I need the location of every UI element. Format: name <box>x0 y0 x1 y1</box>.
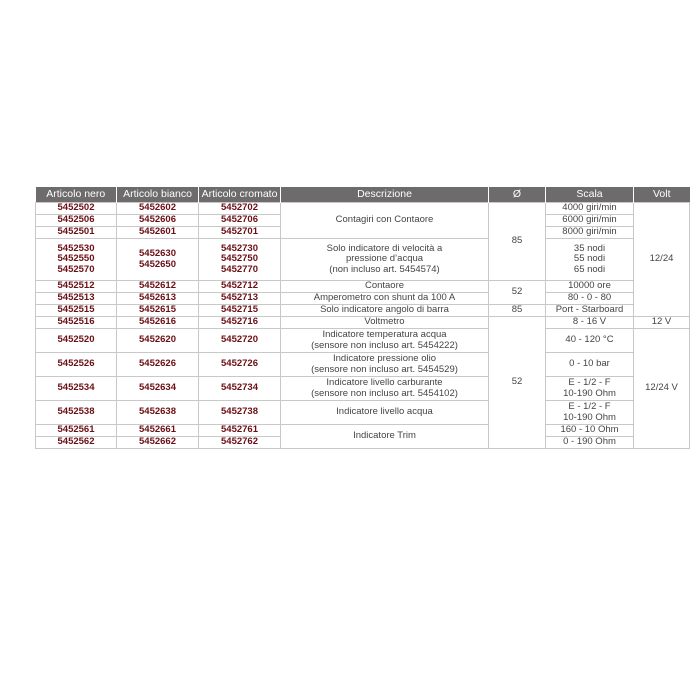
header-scala: Scala <box>546 187 634 203</box>
articolo-bianco-cell <box>117 353 199 377</box>
articolo-nero-cell <box>36 437 117 449</box>
descrizione-cell <box>281 317 489 329</box>
descrizione-cell <box>281 305 489 317</box>
cell-line: 5452620 <box>139 334 176 346</box>
articolo-cromato-cell <box>199 377 281 401</box>
cell-line: 5452630 <box>139 248 176 259</box>
diametro-cell: 85 <box>489 305 546 317</box>
articolo-nero-cell <box>36 305 117 317</box>
scala-cell <box>546 281 634 293</box>
diametro-cell: 52 <box>489 281 546 305</box>
articolo-bianco-cell <box>117 329 199 353</box>
articolo-cromato-cell <box>199 293 281 305</box>
cell-line: 5452550 <box>57 253 95 265</box>
product-table <box>35 187 690 449</box>
cell-line: Solo indicatore angolo di barra <box>320 304 449 316</box>
articolo-cromato-cell <box>199 203 281 215</box>
cell-line: 5452720 <box>221 334 258 346</box>
cell-line: Indicatore Trim <box>353 430 416 442</box>
articolo-cromato-cell <box>199 305 281 317</box>
header-articolo-cromato: Articolo cromato <box>199 187 281 203</box>
cell-line: 5452712 <box>221 280 258 292</box>
articolo-bianco-cell <box>117 227 199 239</box>
articolo-cromato-cell <box>199 317 281 329</box>
cell-line: pressione d’acqua <box>345 253 424 265</box>
cell-line: 6000 giri/min <box>562 214 617 226</box>
cell-line: 5452706 <box>221 214 258 226</box>
table-row <box>36 305 690 317</box>
cell-line: 10000 ore <box>568 280 611 292</box>
articolo-cromato-cell <box>199 239 281 281</box>
articolo-nero-cell <box>36 425 117 437</box>
descrizione-cell <box>281 293 489 305</box>
header-volt: Volt <box>634 187 690 203</box>
cell-line: 5452502 <box>57 202 95 214</box>
cell-line: (sensore non incluso art. 5454529) <box>311 363 458 375</box>
articolo-bianco-cell <box>117 293 199 305</box>
cell-line: 5452601 <box>139 226 176 238</box>
articolo-cromato-cell <box>199 227 281 239</box>
table-row <box>36 317 690 329</box>
cell-line: 5452730 <box>221 242 258 254</box>
diametro-cell: 85 <box>489 203 546 281</box>
cell-line: Voltmetro <box>364 316 405 328</box>
table-row <box>36 293 690 305</box>
cell-line: 5452526 <box>57 358 95 370</box>
table-row <box>36 329 690 353</box>
cell-line: 5452715 <box>221 304 258 316</box>
articolo-bianco-cell <box>117 215 199 227</box>
volt-cell: 12/24 V <box>634 329 690 449</box>
articolo-cromato-cell <box>199 437 281 449</box>
cell-line: 5452616 <box>139 316 176 328</box>
descrizione-cell <box>281 203 489 239</box>
articolo-bianco-cell <box>117 377 199 401</box>
scala-cell <box>546 353 634 377</box>
table-row <box>36 377 690 401</box>
cell-line: 5452612 <box>139 280 176 292</box>
articolo-nero-cell <box>36 353 117 377</box>
articolo-nero-cell <box>36 215 117 227</box>
cell-line: 35 nodi <box>573 242 606 254</box>
table-row <box>36 281 690 293</box>
cell-line: 5452606 <box>139 214 176 226</box>
descrizione-cell <box>281 425 489 449</box>
cell-line: Indicatore livello carburante <box>326 377 443 388</box>
cell-line: 5452534 <box>57 382 95 394</box>
cell-line: 5452634 <box>139 382 176 394</box>
cell-line: 5452650 <box>139 258 176 270</box>
descrizione-cell <box>281 329 489 353</box>
cell-line: 5452501 <box>57 226 95 238</box>
cell-line: 5452515 <box>57 304 95 316</box>
articolo-nero-cell <box>36 329 117 353</box>
cell-line: Indicatore temperatura acqua <box>322 329 447 340</box>
scala-cell <box>546 239 634 281</box>
articolo-cromato-cell <box>199 401 281 425</box>
table-row <box>36 203 690 215</box>
cell-line: Contagiri con Contaore <box>335 214 434 226</box>
cell-line: E - 1/2 - F <box>568 377 611 388</box>
scala-cell <box>546 425 634 437</box>
articolo-nero-cell <box>36 401 117 425</box>
scala-cell <box>546 377 634 401</box>
cell-line: 10-190 Ohm <box>563 411 616 423</box>
cell-line: Solo indicatore di velocità a <box>326 242 443 254</box>
header-diametro: Ø <box>489 187 546 203</box>
articolo-cromato-cell <box>199 281 281 293</box>
cell-line: 5452738 <box>221 406 258 418</box>
cell-line: 5452702 <box>221 202 258 214</box>
cell-line: 5452701 <box>221 226 258 238</box>
cell-line: 5452661 <box>139 424 176 436</box>
scala-cell <box>546 215 634 227</box>
articolo-bianco-cell <box>117 239 199 281</box>
scala-cell <box>546 329 634 353</box>
table-row <box>36 239 690 281</box>
table-row <box>36 425 690 437</box>
articolo-bianco-cell <box>117 401 199 425</box>
cell-line: Indicatore pressione olio <box>333 353 436 364</box>
descrizione-cell <box>281 239 489 281</box>
cell-line: 5452602 <box>139 202 176 214</box>
articolo-nero-cell <box>36 281 117 293</box>
articolo-nero-cell <box>36 227 117 239</box>
articolo-bianco-cell <box>117 425 199 437</box>
articolo-cromato-cell <box>199 329 281 353</box>
scala-cell <box>546 401 634 425</box>
cell-line: 5452750 <box>221 253 258 265</box>
cell-line: (non incluso art. 5454574) <box>329 263 440 275</box>
cell-line: Contaore <box>364 280 405 292</box>
cell-line: 5452506 <box>57 214 95 226</box>
cell-line: 5452662 <box>139 436 176 448</box>
cell-line: 5452716 <box>221 316 258 328</box>
cell-line: 5452570 <box>57 263 95 275</box>
descrizione-cell <box>281 401 489 425</box>
scala-cell <box>546 227 634 239</box>
cell-line: 5452726 <box>221 358 258 370</box>
header-articolo-nero: Articolo nero <box>36 187 117 203</box>
cell-line: 5452530 <box>57 242 95 254</box>
descrizione-cell <box>281 377 489 401</box>
articolo-bianco-cell <box>117 437 199 449</box>
cell-line: 55 nodi <box>573 253 606 265</box>
volt-cell: 12 V <box>634 317 690 329</box>
cell-line: Amperometro con shunt da 100 A <box>313 292 456 304</box>
cell-line: 5452561 <box>57 424 95 436</box>
cell-line: 5452638 <box>139 406 176 418</box>
cell-line: 65 nodi <box>573 263 606 275</box>
cell-line: Port - Starboard <box>555 304 624 316</box>
table-header-row <box>36 187 690 203</box>
header-articolo-bianco: Articolo bianco <box>117 187 199 203</box>
cell-line: 5452734 <box>221 382 258 394</box>
cell-line: 5452761 <box>221 424 258 436</box>
cell-line: 5452516 <box>57 316 95 328</box>
cell-line: 160 - 10 Ohm <box>560 424 619 436</box>
articolo-nero-cell <box>36 317 117 329</box>
cell-line: (sensore non incluso art. 5454222) <box>311 339 458 351</box>
table-row <box>36 401 690 425</box>
scala-cell <box>546 305 634 317</box>
cell-line: 5452713 <box>221 292 258 304</box>
articolo-nero-cell <box>36 203 117 215</box>
articolo-cromato-cell <box>199 353 281 377</box>
cell-line: 5452512 <box>57 280 95 292</box>
cell-line: 80 - 0 - 80 <box>567 292 612 304</box>
scala-cell <box>546 317 634 329</box>
cell-line: 5452513 <box>57 292 95 304</box>
cell-line: 5452762 <box>221 436 258 448</box>
articolo-nero-cell <box>36 239 117 281</box>
cell-line: Indicatore livello acqua <box>336 406 433 418</box>
volt-cell: 12/24 <box>634 203 690 317</box>
cell-line: 8000 giri/min <box>562 226 617 238</box>
cell-line: (sensore non incluso art. 5454102) <box>311 387 458 399</box>
cell-line: 0 - 10 bar <box>569 358 610 370</box>
articolo-cromato-cell <box>199 215 281 227</box>
cell-line: 0 - 190 Ohm <box>563 436 616 448</box>
cell-line: 10-190 Ohm <box>563 387 616 399</box>
cell-line: 5452538 <box>57 406 95 418</box>
diametro-cell: 52 <box>489 317 546 449</box>
cell-line: E - 1/2 - F <box>568 401 611 412</box>
articolo-bianco-cell <box>117 305 199 317</box>
cell-line: 40 - 120 °C <box>565 334 614 346</box>
articolo-cromato-cell <box>199 425 281 437</box>
scala-cell <box>546 293 634 305</box>
cell-line: 4000 giri/min <box>562 202 617 214</box>
cell-line: 5452626 <box>139 358 176 370</box>
articolo-bianco-cell <box>117 203 199 215</box>
table-row <box>36 353 690 377</box>
articolo-bianco-cell <box>117 281 199 293</box>
scala-cell <box>546 203 634 215</box>
scala-cell <box>546 437 634 449</box>
articolo-nero-cell <box>36 293 117 305</box>
header-descrizione: Descrizione <box>281 187 489 203</box>
cell-line: 5452562 <box>57 436 95 448</box>
cell-line: 5452770 <box>221 263 258 275</box>
descrizione-cell <box>281 353 489 377</box>
articolo-nero-cell <box>36 377 117 401</box>
cell-line: 8 - 16 V <box>572 316 607 328</box>
descrizione-cell <box>281 281 489 293</box>
cell-line: 5452520 <box>57 334 95 346</box>
table-body <box>36 203 690 449</box>
articolo-bianco-cell <box>117 317 199 329</box>
cell-line: 5452615 <box>139 304 176 316</box>
cell-line: 5452613 <box>139 292 176 304</box>
